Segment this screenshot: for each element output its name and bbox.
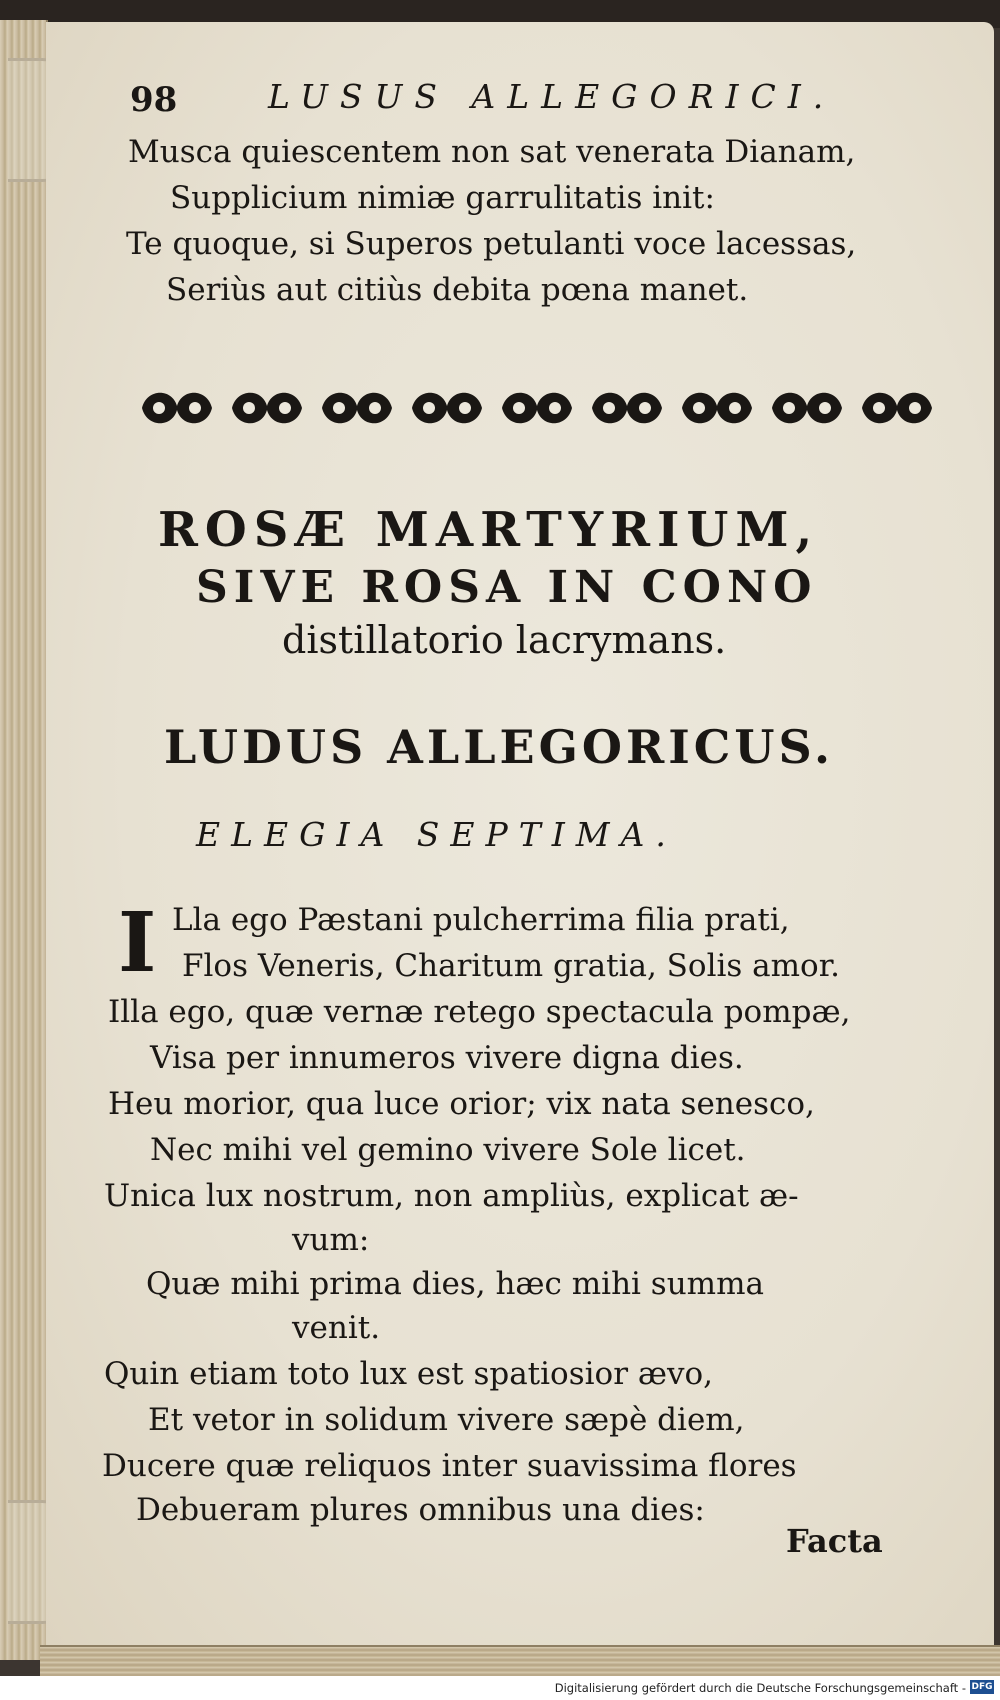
elegy-line: vum: [292,1222,370,1258]
elegy-line: Nec mihi vel gemino vivere Sole licet. [150,1132,746,1168]
catchword: Facta [786,1522,883,1560]
page-number: 98 [130,80,178,120]
dfg-logo: DFG [971,1682,993,1692]
footer-bar [0,1676,1000,1700]
preceding-verse-line: Supplicium nimiæ garrulitatis init: [170,180,715,216]
elegy-line: Heu morior, qua luce orior; vix nata senesco, [108,1086,815,1122]
preceding-verse-line: Te quoque, si Superos petulanti voce lacessas, [126,226,857,262]
book-bottom-edges [40,1645,1000,1677]
title-line: distillatorio lacrymans. [282,618,727,662]
elegy-line: Quin etiam toto lux est spatiosior ævo, [104,1356,714,1392]
elegy-line: Flos Veneris, Charitum gratia, Solis amor. [182,948,840,984]
preceding-verse-line: Seriùs aut citiùs debita pœna manet. [166,272,749,308]
ornament-divider [132,378,938,438]
drop-cap: I [118,895,157,991]
elegy-line: Lla ego Pæstani pulcherrima filia prati, [172,902,790,938]
subsection-title: ELEGIA SEPTIMA. [196,815,677,854]
elegy-line: Illa ego, quæ vernæ retego spectacula pompæ, [108,994,851,1030]
preceding-verse-line: Musca quiescentem non sat venerata Dianam, [128,134,856,170]
elegy-line: Ducere quæ reliquos inter suavissima flores [102,1448,797,1484]
title-line: SIVE ROSA IN CONO [196,562,818,613]
title-line: ROSÆ MARTYRIUM, [158,502,820,558]
elegy-line: Unica lux nostrum, non ampliùs, explicat æ- [104,1178,799,1214]
elegy-line: Quæ mihi prima dies, hæc mihi summa [146,1266,764,1302]
section-title: LUDUS ALLEGORICUS. [164,720,835,774]
footer-credit: Digitalisierung gefördert durch die Deutsche Forschungsgemeinschaft - [554,1681,966,1695]
elegy-line: Debueram plures omnibus una dies: [136,1492,705,1528]
running-head: LUSUS ALLEGORICI. [268,77,836,116]
ornament-motif [142,393,212,424]
elegy-line: venit. [292,1310,381,1346]
book-page-edges [0,20,48,1660]
elegy-line: Visa per innumeros vivere digna dies. [150,1040,744,1076]
book-page [46,22,994,1646]
elegy-line: Et vetor in solidum vivere sæpè diem, [148,1402,745,1438]
